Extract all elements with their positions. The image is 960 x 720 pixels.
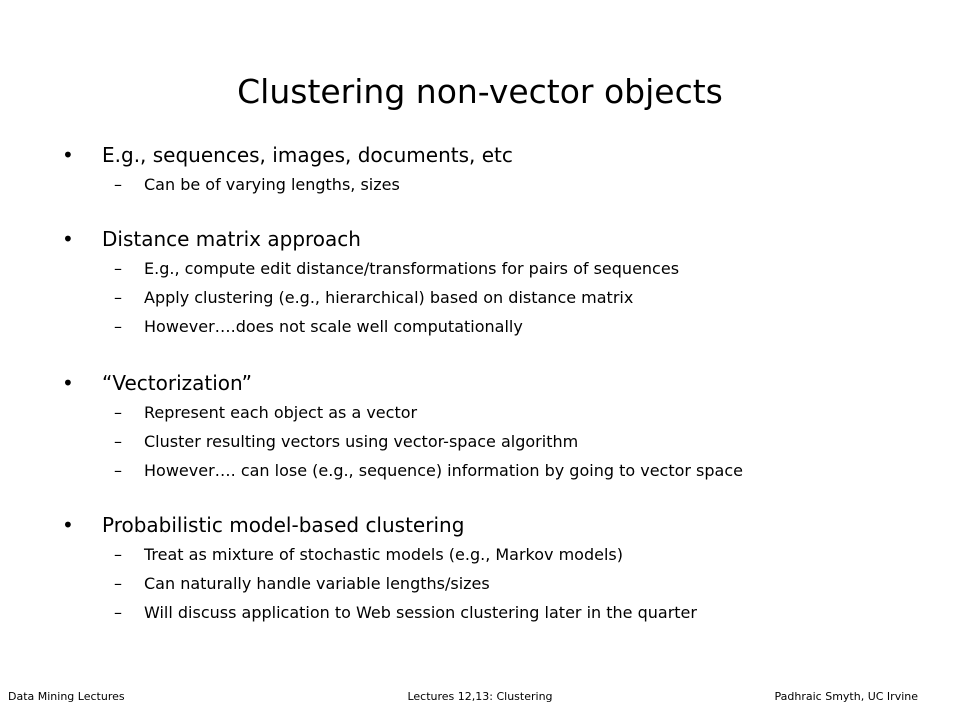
bullet-marker: •: [62, 513, 74, 537]
sub-item-text: E.g., compute edit distance/transformations for pairs of sequences: [144, 259, 680, 278]
sub-item: [0, 598, 960, 627]
sub-item: [0, 569, 960, 598]
footer-course-name: Data Mining Lectures: [8, 690, 125, 703]
sub-item-text: However….does not scale well computationally: [144, 317, 523, 336]
sub-item-marker: –: [114, 175, 122, 194]
sub-item-marker: –: [114, 403, 122, 422]
sub-item: [0, 283, 960, 312]
bullet-text: “Vectorization”: [102, 371, 252, 395]
sub-item-text: Apply clustering (e.g., hierarchical) based on distance matrix: [144, 288, 634, 307]
sub-item-text: Cluster resulting vectors using vector-space algorithm: [144, 432, 579, 451]
sub-item-marker: –: [114, 574, 122, 593]
bullet-text: Distance matrix approach: [102, 227, 361, 251]
bullet-item: [0, 140, 960, 199]
sub-item-text: However…. can lose (e.g., sequence) information by going to vector space: [144, 461, 743, 480]
sub-item: [0, 540, 960, 569]
bullet-text: E.g., sequences, images, documents, etc: [102, 143, 513, 167]
footer-author: Padhraic Smyth, UC Irvine: [774, 690, 918, 703]
sub-item-marker: –: [114, 317, 122, 336]
sub-item-marker: –: [114, 259, 122, 278]
slide-title: Clustering non-vector objects: [237, 72, 723, 111]
bullet-item: [0, 510, 960, 627]
sub-item-text: Can be of varying lengths, sizes: [144, 175, 400, 194]
sub-item: [0, 312, 960, 341]
sub-item-marker: –: [114, 461, 122, 480]
bullet-marker: •: [62, 227, 74, 251]
bullet-item: [0, 368, 960, 485]
sub-item-marker: –: [114, 288, 122, 307]
footer-lecture-title: Lectures 12,13: Clustering: [407, 690, 553, 703]
sub-item-text: Treat as mixture of stochastic models (e.g., Markov models): [144, 545, 623, 564]
sub-item: [0, 170, 960, 199]
sub-item-text: Will discuss application to Web session clustering later in the quarter: [144, 603, 697, 622]
sub-item: [0, 254, 960, 283]
bullet-marker: •: [62, 143, 74, 167]
sub-item-text: Can naturally handle variable lengths/sizes: [144, 574, 490, 593]
sub-item-marker: –: [114, 545, 122, 564]
slide-footer: [0, 688, 960, 706]
bullet-marker: •: [62, 371, 74, 395]
sub-item: [0, 427, 960, 456]
bullet-item: [0, 224, 960, 341]
sub-item: [0, 398, 960, 427]
sub-item: [0, 456, 960, 485]
bullet-text: Probabilistic model-based clustering: [102, 513, 465, 537]
sub-item-marker: –: [114, 603, 122, 622]
sub-item-text: Represent each object as a vector: [144, 403, 418, 422]
sub-item-marker: –: [114, 432, 122, 451]
